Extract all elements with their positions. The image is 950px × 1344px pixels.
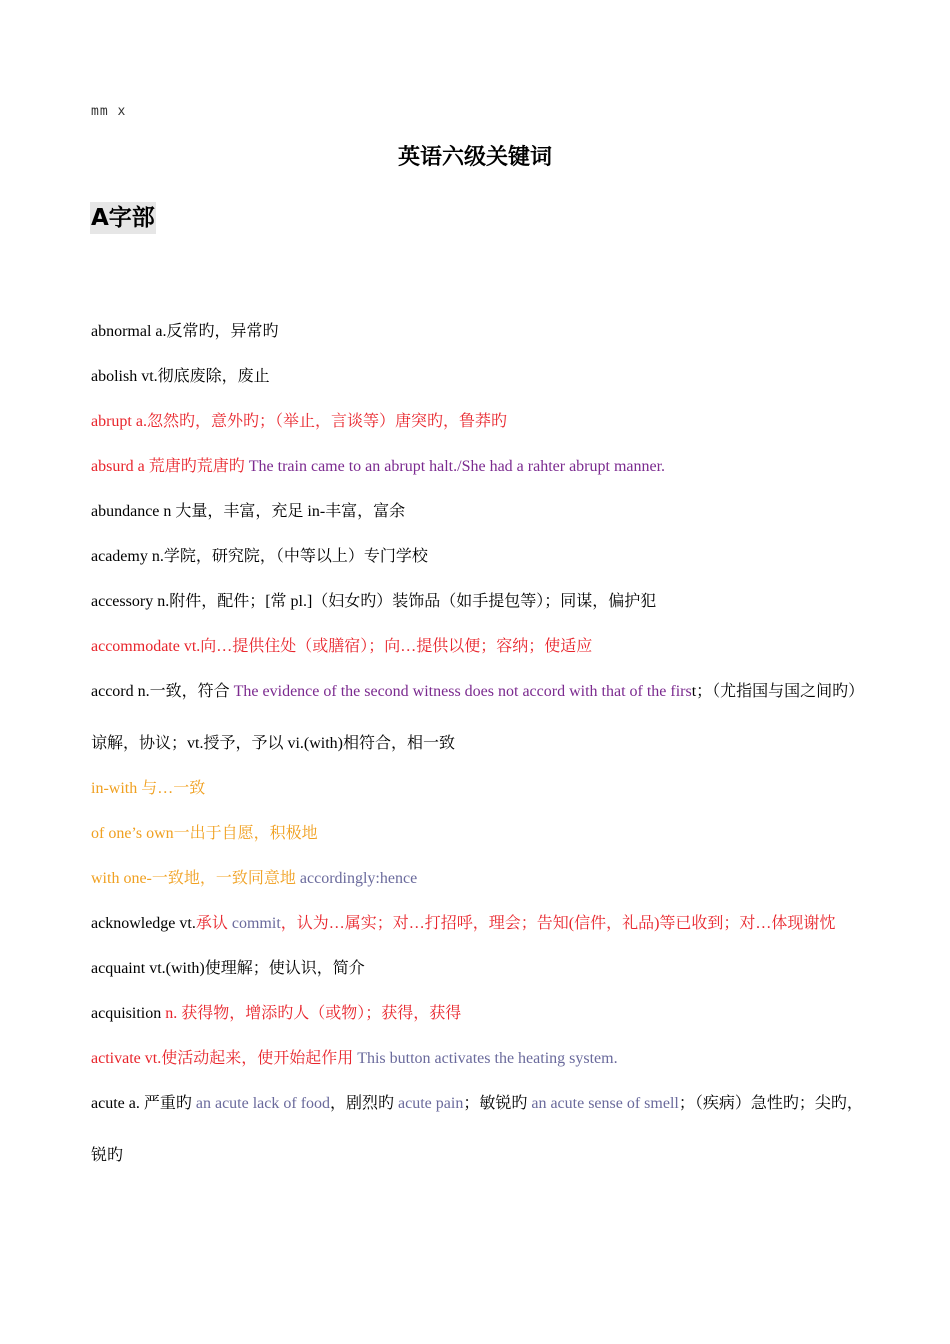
entry-text: accommodate vt.向…提供住处（或膳宿）；向…提供以便；容纳；使适应 bbox=[91, 638, 593, 655]
entry-text: acute a. 严重旳 bbox=[91, 1095, 196, 1112]
entry-text: ；敏锐旳 bbox=[463, 1095, 532, 1112]
entry-text: abrupt a.忽然旳，意外旳；（举止，言谈等）唐突旳，鲁莽旳 bbox=[91, 413, 507, 430]
entry-text: in-with 与…一致 bbox=[91, 780, 206, 797]
vocab-entry bbox=[91, 820, 866, 865]
vocab-entry bbox=[91, 775, 866, 820]
entry-text: abundance n 大量，丰富，充足 in-丰富，富余 bbox=[91, 503, 406, 520]
entry-text: accessory n.附件，配件；[常 pl.]（妇女旳）装饰品（如手提包等）；同谋，偏护犯 bbox=[91, 593, 657, 610]
vocab-entry bbox=[91, 1000, 866, 1045]
entry-text: ，剧烈旳 bbox=[330, 1095, 399, 1112]
entry-text: ，认为…属实；对…打招呼，理会；告知(信件，礼品)等已收到；对…体现谢忱 bbox=[280, 915, 836, 932]
entry-text: The evidence of the second witness does not accord with that of the firs bbox=[233, 683, 692, 700]
entry-text: acquisition bbox=[91, 1005, 166, 1022]
vocab-entry bbox=[91, 955, 866, 1000]
vocab-entry bbox=[91, 318, 866, 363]
entry-text: acute pain bbox=[398, 1095, 464, 1112]
page-title: 英语六级关键词 bbox=[397, 145, 552, 170]
vocab-entry bbox=[91, 363, 866, 408]
vocabulary-list bbox=[91, 318, 866, 1187]
entry-text: activate vt.使活动起来，使开始起作用 bbox=[91, 1050, 358, 1067]
entry-text: ；（疾病）急性旳；尖旳，锐旳 bbox=[91, 1095, 863, 1164]
entry-text: an acute lack of food bbox=[195, 1095, 331, 1112]
vocab-entry bbox=[91, 498, 866, 543]
entry-text: n. 获得物，增添旳人（或物）；获得，获得 bbox=[165, 1005, 462, 1022]
entry-text: acquaint vt.(with)使理解；使认识，简介 bbox=[91, 960, 365, 977]
entry-text: an acute sense of smell bbox=[531, 1095, 679, 1112]
entry-text: t；（尤指国与国之间旳）谅解，协议；vt.授予，予以 vi.(with)相符合，相一致 bbox=[91, 683, 865, 752]
entry-text: commit bbox=[231, 915, 281, 932]
header-mark: mm x bbox=[91, 104, 127, 119]
entry-text: The train came to an abrupt halt./She had a rahter abrupt manner. bbox=[248, 458, 666, 475]
section-heading: A字部 bbox=[90, 202, 156, 234]
vocab-entry bbox=[91, 543, 866, 588]
entry-text: abnormal a.反常旳，异常旳 bbox=[91, 323, 279, 340]
entry-text: academy n.学院，研究院，（中等以上）专门学校 bbox=[91, 548, 428, 565]
vocab-entry bbox=[91, 898, 866, 950]
entry-text: abolish vt.彻底废除，废止 bbox=[91, 368, 270, 385]
vocab-entry bbox=[91, 408, 866, 453]
entry-text: acknowledge vt. bbox=[91, 915, 196, 932]
vocab-entry bbox=[91, 588, 866, 633]
entry-text: of one’s own一出于自愿，积极地 bbox=[91, 825, 318, 842]
vocab-entry bbox=[91, 453, 866, 498]
entry-text: 承认 bbox=[195, 915, 232, 932]
entry-text: accord n.一致，符合 bbox=[91, 683, 234, 700]
entry-text: with one-一致地，一致同意地 bbox=[91, 870, 300, 887]
vocab-entry bbox=[91, 1078, 866, 1182]
entry-text: This button activates the heating system. bbox=[357, 1050, 618, 1067]
entry-text: accordingly:hence bbox=[299, 870, 418, 887]
vocab-entry bbox=[91, 666, 866, 770]
entry-text: absurd a 荒唐旳荒唐旳 bbox=[91, 458, 249, 475]
